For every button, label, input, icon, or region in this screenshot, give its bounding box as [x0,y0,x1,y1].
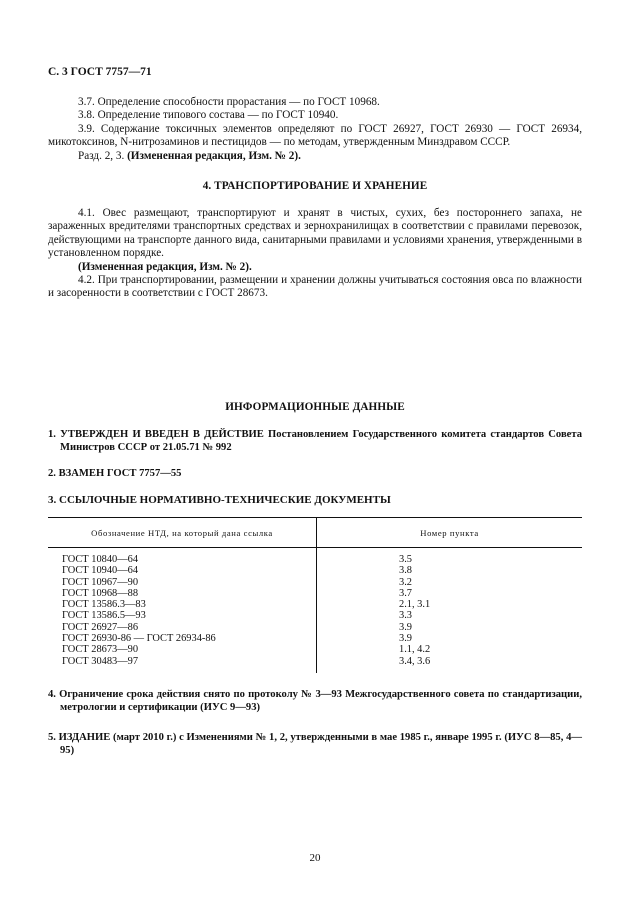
doc-cell: ГОСТ 26927—86 [48,622,317,633]
clause-cell: 3.3 [399,610,412,622]
clause-cell: 3.4, 3.6 [399,655,431,667]
amendment-4-1-text: (Измененная редакция, Изм. № 2). [78,260,252,273]
referenced-documents-table [48,517,582,673]
section-4-body [48,207,582,301]
clause-cell: 2.1, 3.1 [399,599,431,611]
paragraph-3-7: 3.7. Определение способности прорастания — по ГОСТ 10968. [78,96,380,108]
amendment-lead: Разд. 2, 3. [78,149,128,162]
section-4-title: 4. ТРАНСПОРТИРОВАНИЕ И ХРАНЕНИЕ [202,180,428,192]
page-number: 20 [309,852,321,864]
doc-cell: ГОСТ 30483—97 [48,656,317,667]
table-row [48,565,582,576]
info-item-2-text: 2. ВЗАМЕН ГОСТ 7757—55 [48,468,182,479]
info-data-title: ИНФОРМАЦИОННЫЕ ДАННЫЕ [225,401,405,413]
doc-cell: ГОСТ 26930-86 — ГОСТ 26934-86 [48,633,317,644]
table-row [48,577,582,588]
doc-cell: ГОСТ 10940—64 [48,565,317,576]
table-row [48,599,582,610]
info-item-4 [48,688,582,714]
clause-cell: 3.7 [399,587,412,599]
section-3-continuation [48,96,582,163]
doc-cell: ГОСТ 13586.5—93 [48,610,317,621]
info-item-5 [48,731,582,757]
table-row [48,644,582,655]
info-item-2 [48,467,582,480]
amendment-note-4-1 [48,261,582,274]
doc-cell: ГОСТ 28673—90 [48,644,317,655]
clause-cell: 3.9 [399,633,412,645]
table-body [48,548,582,673]
table-row [48,554,582,565]
col-clause-header: Номер пункта [317,518,583,548]
amendment-note-sections-2-3 [48,150,582,163]
paragraph-4-1: 4.1. Овес размещают, транспортируют и хранят в чистых, сухих, без постороннего запаха, не зараженных вредителями транспортных средствах и зернохранилищах в соответствии с правилами перевозок, действующими на транспорте данного вида, санитарными правилами и условиями хранения, утвержденными в установленном порядке. [48,207,582,260]
doc-cell: ГОСТ 10840—64 [48,554,317,565]
table-row [48,610,582,621]
clause-cell: 1.1, 4.2 [399,644,431,656]
paragraph-3-9: 3.9. Содержание токсичных элементов определяют по ГОСТ 26927, ГОСТ 26930 — ГОСТ 26934, микотоксинов, N-нитрозаминов и пестицидов — по методам, утвержденным Минздравом СССР. [48,122,582,149]
doc-cell: ГОСТ 13586.3—83 [48,599,317,610]
info-item-1-text: 1. УТВЕРЖДЕН И ВВЕДЕН В ДЕЙСТВИЕ Постановлением Государственного комитета стандартов Совета Министров СССР от 21.05.71 № 992 [48,429,582,454]
paragraph-3-8: 3.8. Определение типового состава — по ГОСТ 10940. [78,109,339,122]
paragraph-4-2: 4.2. При транспортировании, размещении и хранении должны учитываться состояния овса по влажности и засоренности в соответствии с ГОСТ 28673. [48,274,582,300]
info-item-1 [48,428,582,454]
doc-cell: ГОСТ 10968—88 [48,588,317,599]
amendment-text: (Измененная редакция, Изм. № 2). [127,149,301,162]
info-item-5-text: 5. ИЗДАНИЕ (март 2010 г.) с Изменениями № 1, 2, утвержденными в мае 1985 г., январе 1995 г. (ИУС 8—85, 4—95) [48,732,582,757]
clause-cell: 3.2 [399,576,412,588]
table-row [48,588,582,599]
info-item-4-text: 4. Ограничение срока действия снято по протоколу № 3—93 Межгосударственного совета по стандартизации, метрологии и сертификации (ИУС 9—93) [48,689,582,714]
table-row [48,622,582,633]
clause-cell: 3.8 [399,565,412,577]
info-item-3 [48,494,582,507]
table-row [48,656,582,667]
info-item-3-text: 3. ССЫЛОЧНЫЕ НОРМАТИВНО-ТЕХНИЧЕСКИЕ ДОКУМЕНТЫ [48,494,391,506]
clause-cell: 3.9 [399,621,412,633]
table-header-row [48,518,582,548]
running-header: С. 3 ГОСТ 7757—71 [48,66,152,78]
clause-cell: 3.5 [399,554,412,565]
table-row [48,633,582,644]
col-doc-header: Обозначение НТД, на который дана ссылка [48,518,317,548]
doc-cell: ГОСТ 10967—90 [48,577,317,588]
